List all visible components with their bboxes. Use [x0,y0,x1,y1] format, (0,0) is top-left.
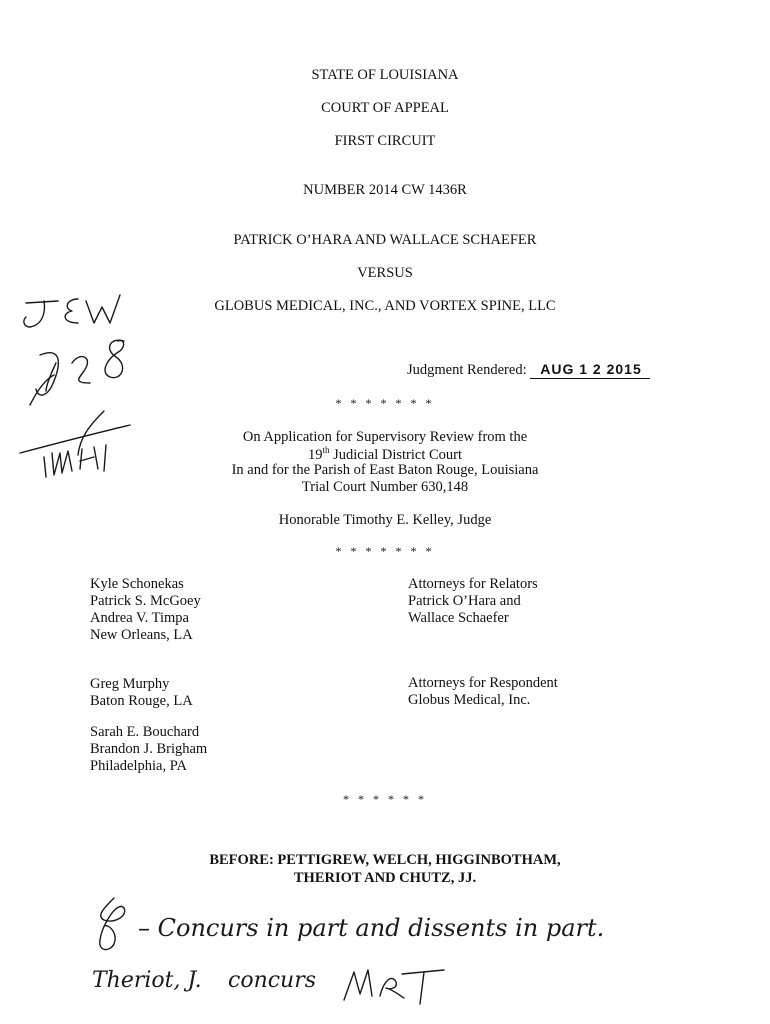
application-line-1: On Application for Supervisory Review from the [242,429,528,445]
role-line: Wallace Schaefer [408,610,509,626]
relators-role [408,576,538,627]
role-line: Globus Medical, Inc. [408,692,531,708]
concurrence-note-2: concurs [228,968,317,993]
separator-stars: * * * * * * * [335,544,435,558]
concurrence-note-1: – Concurs in part and dissents in part. [138,914,605,942]
application-line-3: In and for the Parish of East Baton Rouge, Louisiana [231,462,539,478]
concurrence-judge-name: Theriot, J. [92,968,202,993]
attorney-line: Patrick S. McGoey [90,593,201,609]
respondent-attorneys-1 [90,676,193,710]
panel-line-1: BEFORE: PETTIGREW, WELCH, HIGGINBOTHAM, [209,852,561,868]
court-ordinal-suffix: th [322,445,330,455]
concurrence-initials-signature [340,960,450,1010]
attorney-line: Philadelphia, PA [90,758,187,774]
panel-line-2: THERIOT AND CHUTZ, JJ. [293,870,477,886]
separator-stars: * * * * * * * [335,396,435,410]
respondent-attorneys-2 [90,724,207,775]
role-line: Attorneys for Respondent [408,675,558,691]
court-heading: COURT OF APPEAL [321,100,449,116]
attorney-line: Brandon J. Brigham [90,741,208,757]
role-line: Attorneys for Relators [408,576,538,592]
defendants: GLOBUS MEDICAL, INC., AND VORTEX SPINE, LLC [214,298,556,314]
judgment-label: Judgment Rendered: [407,362,527,378]
attorney-line: Baton Rouge, LA [90,693,193,709]
attorney-line: Sarah E. Bouchard [90,724,200,740]
judgment-rendered [407,361,650,379]
relators-attorneys [90,576,201,644]
court-name: Judicial District Court [333,446,462,463]
plaintiffs: PATRICK O’HARA AND WALLACE SCHAEFER [233,232,537,248]
court-ordinal: 19 [307,446,323,463]
judge-initials-signature [84,894,144,954]
separator-stars: * * * * * * [343,792,427,806]
attorney-line: Greg Murphy [90,676,170,692]
case-number: NUMBER 2014 CW 1436R [303,182,467,198]
respondent-role [408,675,558,709]
attorney-line: Kyle Schonekas [90,576,184,592]
judgment-date: AUG 1 2 2015 [530,361,650,379]
attorney-line: New Orleans, LA [90,627,193,643]
role-line: Patrick O’Hara and [408,593,521,609]
trial-judge: Honorable Timothy E. Kelley, Judge [278,512,492,528]
circuit-heading: FIRST CIRCUIT [334,133,436,149]
attorney-line: Andrea V. Timpa [90,610,189,626]
versus: VERSUS [357,265,413,281]
margin-initials-signature [20,285,140,485]
application-line-4: Trial Court Number 630,148 [301,479,469,495]
state-heading: STATE OF LOUISIANA [311,67,459,83]
